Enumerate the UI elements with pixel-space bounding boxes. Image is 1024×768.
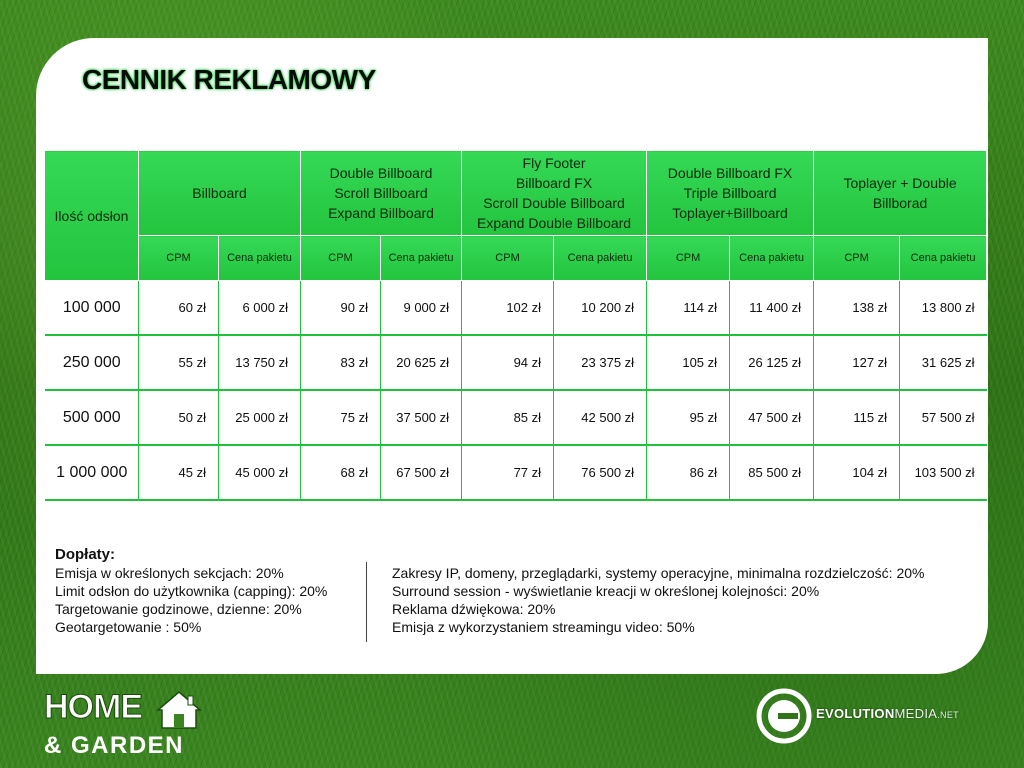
- group-header-4: Double Billboard FX Triple Billboard Toplayer+Billboard: [647, 151, 814, 236]
- price-cell: 57 500 zł: [900, 390, 987, 445]
- price-cell: 26 125 zł: [730, 335, 814, 390]
- surcharge-item: Emisja w określonych sekcjach: 20%: [55, 565, 284, 581]
- price-cell: 47 500 zł: [730, 390, 814, 445]
- surcharge-item: Limit odsłon do użytkownika (capping): 20%: [55, 583, 328, 599]
- quantity-cell: 500 000: [45, 390, 139, 445]
- price-cell: 60 zł: [139, 281, 219, 336]
- price-cell: 13 750 zł: [219, 335, 301, 390]
- table-row: [45, 335, 987, 390]
- price-cell: 102 zł: [462, 281, 554, 336]
- group-header-3: Fly Footer Billboard FX Scroll Double Billboard Expand Double Billboard: [462, 151, 647, 236]
- subheader-package-price: Cena pakietu: [219, 236, 301, 281]
- surcharge-item: Reklama dźwiękowa: 20%: [392, 601, 556, 617]
- price-cell: 103 500 zł: [900, 445, 987, 500]
- price-cell: 85 500 zł: [730, 445, 814, 500]
- evolution-logo-light: MEDIA: [894, 706, 938, 721]
- price-cell: 50 zł: [139, 390, 219, 445]
- price-cell: 20 625 zł: [381, 335, 462, 390]
- price-cell: 55 zł: [139, 335, 219, 390]
- subheader-package-price: Cena pakietu: [900, 236, 987, 281]
- price-cell: 25 000 zł: [219, 390, 301, 445]
- table-header-row: [45, 151, 987, 236]
- surcharges-divider: [366, 562, 367, 642]
- subheader-cpm: CPM: [814, 236, 900, 281]
- price-cell: 42 500 zł: [554, 390, 647, 445]
- group-header-1: Billboard: [139, 151, 301, 236]
- garden-logo-text: & GARDEN: [44, 732, 185, 759]
- subheader-cpm: CPM: [462, 236, 554, 281]
- group-header-5: Toplayer + Double Billborad: [814, 151, 987, 236]
- surcharge-item: Targetowanie godzinowe, dzienne: 20%: [55, 601, 302, 617]
- price-cell: 13 800 zł: [900, 281, 987, 336]
- price-cell: 68 zł: [301, 445, 381, 500]
- pricing-table: [44, 150, 987, 501]
- table-row: [45, 281, 987, 336]
- price-cell: 114 zł: [647, 281, 730, 336]
- evolution-logo-suffix: .NET: [937, 710, 959, 720]
- home-logo-text: HOME: [44, 688, 142, 726]
- surcharges-title: Dopłaty:: [55, 546, 115, 563]
- price-cell: 76 500 zł: [554, 445, 647, 500]
- quantity-cell: 100 000: [45, 281, 139, 336]
- evolution-media-logo: [756, 688, 986, 744]
- price-cell: 37 500 zł: [381, 390, 462, 445]
- surcharges-right: [392, 564, 982, 636]
- quantity-cell: 250 000: [45, 335, 139, 390]
- price-cell: 115 zł: [814, 390, 900, 445]
- house-icon: [156, 690, 202, 730]
- price-cell: 23 375 zł: [554, 335, 647, 390]
- price-cell: 31 625 zł: [900, 335, 987, 390]
- quantity-header: Ilość odsłon: [45, 151, 139, 281]
- evolution-logo-text: [816, 706, 959, 721]
- surcharges-left: [55, 546, 360, 636]
- price-cell: 105 zł: [647, 335, 730, 390]
- subheader-package-price: Cena pakietu: [381, 236, 462, 281]
- price-cell: 75 zł: [301, 390, 381, 445]
- subheader-cpm: CPM: [139, 236, 219, 281]
- price-cell: 86 zł: [647, 445, 730, 500]
- price-cell: 6 000 zł: [219, 281, 301, 336]
- price-cell: 127 zł: [814, 335, 900, 390]
- page-title: CENNIK REKLAMOWY: [82, 64, 376, 95]
- surcharge-item: Surround session - wyświetlanie kreacji w określonej kolejności: 20%: [392, 583, 820, 599]
- table-row: [45, 390, 987, 445]
- subheader-cpm: CPM: [301, 236, 381, 281]
- price-cell: 138 zł: [814, 281, 900, 336]
- subheader-package-price: Cena pakietu: [730, 236, 814, 281]
- quantity-cell: 1 000 000: [45, 445, 139, 500]
- price-cell: 45 000 zł: [219, 445, 301, 500]
- table-subheader-row: [45, 236, 987, 281]
- surcharge-item: Emisja z wykorzystaniem streamingu video: 50%: [392, 619, 695, 635]
- table-row: [45, 445, 987, 500]
- price-cell: 9 000 zł: [381, 281, 462, 336]
- subheader-cpm: CPM: [647, 236, 730, 281]
- subheader-package-price: Cena pakietu: [554, 236, 647, 281]
- surcharge-item: Zakresy IP, domeny, przeglądarki, systemy operacyjne, minimalna rozdzielczość: 20%: [392, 565, 925, 581]
- price-cell: 11 400 zł: [730, 281, 814, 336]
- price-cell: 67 500 zł: [381, 445, 462, 500]
- group-header-2: Double Billboard Scroll Billboard Expand Billboard: [301, 151, 462, 236]
- home-garden-logo: [44, 688, 214, 760]
- price-cell: 94 zł: [462, 335, 554, 390]
- price-cell: 90 zł: [301, 281, 381, 336]
- price-cell: 45 zł: [139, 445, 219, 500]
- evolution-logo-bold: EVOLUTION: [816, 706, 895, 721]
- price-cell: 10 200 zł: [554, 281, 647, 336]
- surcharge-item: Geotargetowanie : 50%: [55, 619, 202, 635]
- evolution-e-icon: [756, 688, 812, 744]
- price-cell: 77 zł: [462, 445, 554, 500]
- price-cell: 85 zł: [462, 390, 554, 445]
- price-cell: 83 zł: [301, 335, 381, 390]
- price-cell: 95 zł: [647, 390, 730, 445]
- price-cell: 104 zł: [814, 445, 900, 500]
